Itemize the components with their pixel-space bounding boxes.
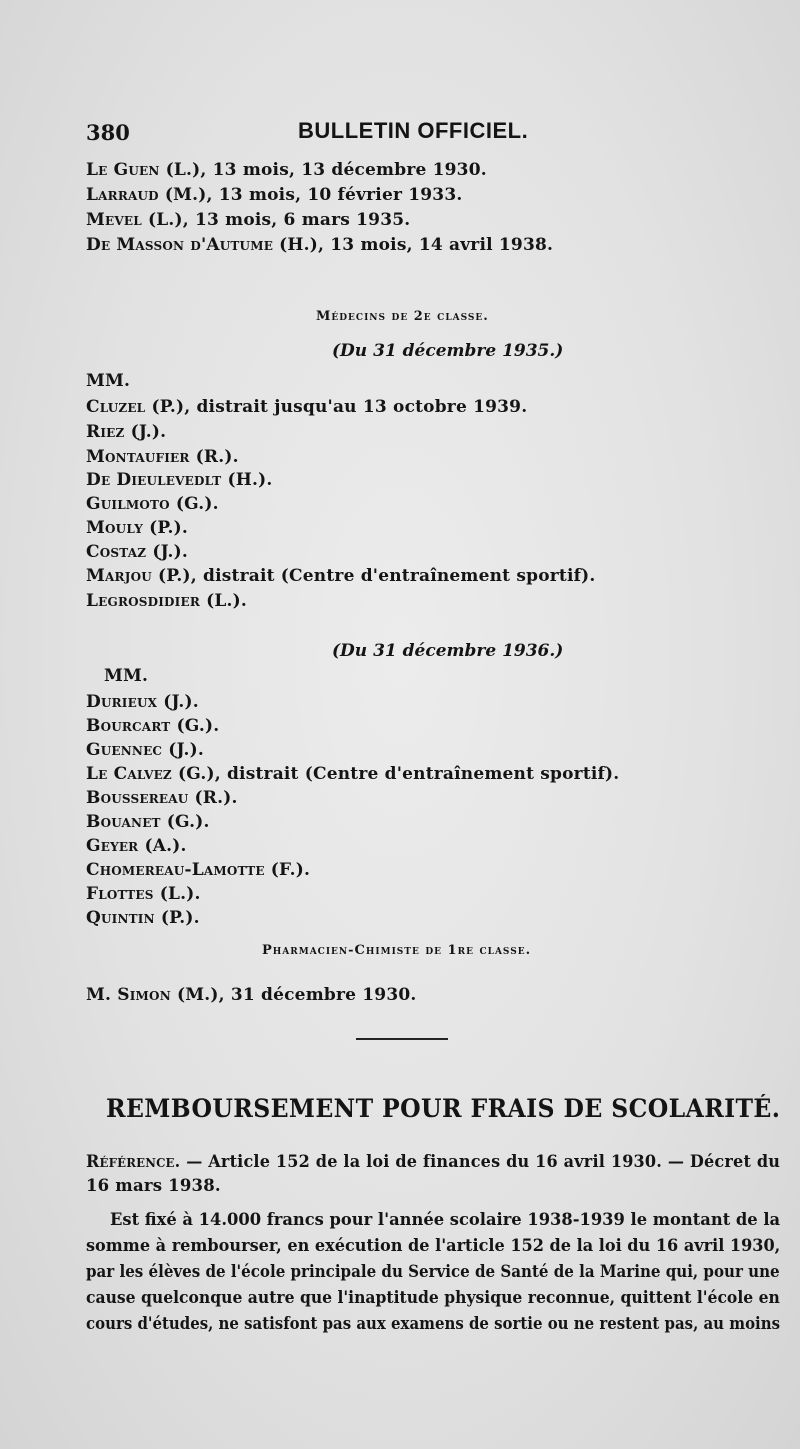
list-item: Boussereau (R.). [86,788,238,808]
list-item: De Masson d'Autume (H.), 13 mois, 14 avril 1938. [86,235,554,255]
reference-line: Référence. — Article 152 de la loi de finances du 16 avril 1930. — Décret du [86,1152,781,1171]
page-number: 380 [86,120,130,145]
list-item: Flottes (L.). [86,884,201,904]
group-date: (Du 31 décembre 1936.) [332,641,564,661]
paragraph-line: cours d'études, ne satisfont pas aux examens de sortie ou ne restent pas, au moins [86,1314,781,1333]
list-item: Montaufier (R.). [86,447,239,467]
list-item: Mouly (P.). [86,518,188,538]
section-divider [356,1038,448,1040]
mm-label: MM. [86,371,131,391]
section-heading-pharmacien: Pharmacien-Chimiste de 1re classe. [262,943,532,958]
list-item: Larraud (M.), 13 mois, 10 février 1933. [86,185,463,205]
reference-line-2: 16 mars 1938. [86,1176,221,1195]
list-item: Bouanet (G.). [86,812,210,832]
list-item: Chomereau-Lamotte (F.). [86,860,311,880]
section-title-remboursement: REMBOURSEMENT POUR FRAIS DE SCOLARITÉ. [106,1094,781,1123]
paragraph-line: somme à rembourser, en exécution de l'article 152 de la loi du 16 avril 1930, [86,1236,781,1255]
paragraph-line: Est fixé à 14.000 francs pour l'année scolaire 1938-1939 le montant de la [110,1210,781,1229]
list-item: Costaz (J.). [86,542,188,562]
group-date: (Du 31 décembre 1935.) [332,341,564,361]
list-item: Le Guen (L.), 13 mois, 13 décembre 1930. [86,160,487,180]
paragraph-line: par les élèves de l'école principale du Service de Santé de la Marine qui, pour une [86,1262,780,1281]
list-item: Le Calvez (G.), distrait (Centre d'entraînement sportif). [86,764,620,784]
list-item: M. Simon (M.), 31 décembre 1930. [86,985,417,1005]
list-item: Riez (J.). [86,422,167,442]
page-header-title: BULLETIN OFFICIEL. [298,118,529,143]
list-item: Cluzel (P.), distrait jusqu'au 13 octobre 1939. [86,397,528,417]
list-item: Durieux (J.). [86,692,199,712]
list-item: Marjou (P.), distrait (Centre d'entraînement sportif). [86,566,596,586]
list-item: Bourcart (G.). [86,716,220,736]
list-item: Guennec (J.). [86,740,204,760]
section-heading-medecins: Médecins de 2e classe. [316,309,489,324]
list-item: Mevel (L.), 13 mois, 6 mars 1935. [86,210,411,230]
mm-label: MM. [104,666,149,686]
paragraph-line: cause quelconque autre que l'inaptitude physique reconnue, quittent l'école en [86,1288,780,1307]
list-item: Quintin (P.). [86,908,200,928]
list-item: Legrosdidier (L.). [86,591,247,611]
list-item: De Dieulevedlt (H.). [86,470,273,490]
list-item: Guilmoto (G.). [86,494,219,514]
list-item: Geyer (A.). [86,836,187,856]
